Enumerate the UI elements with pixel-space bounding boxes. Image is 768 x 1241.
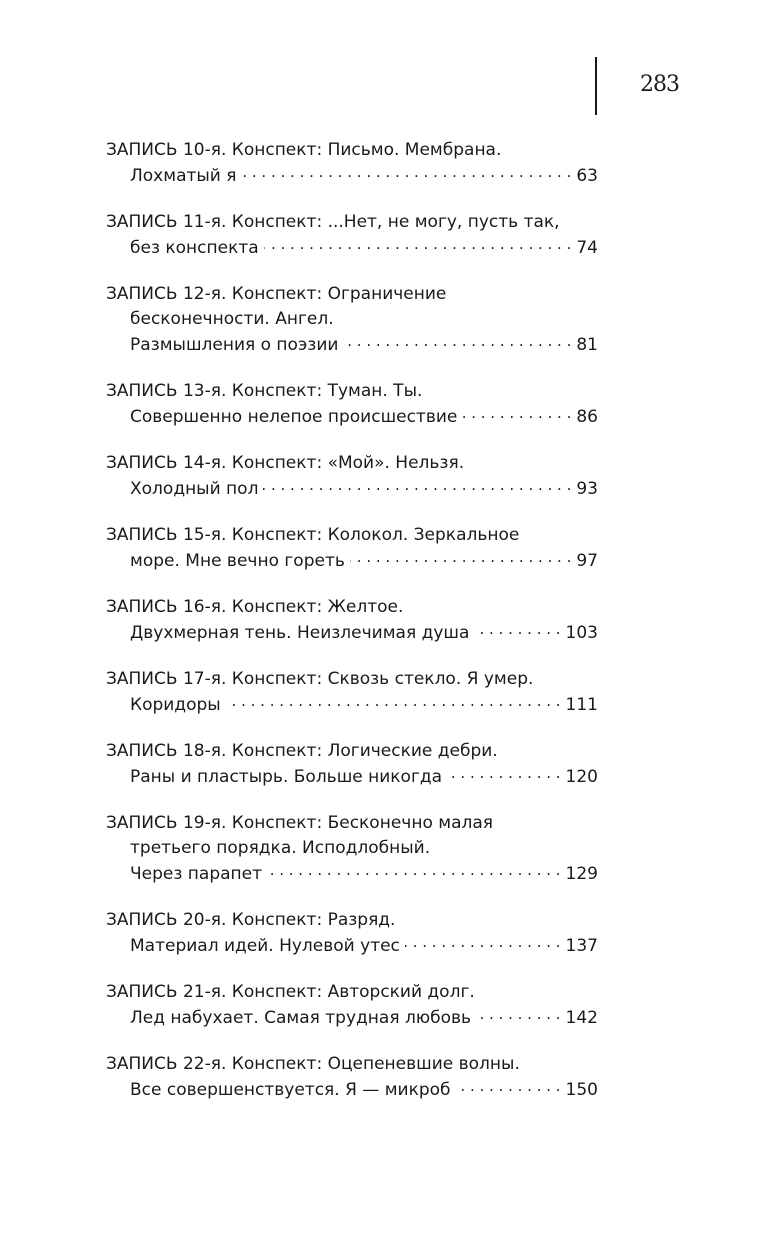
toc-page-number: 111 <box>565 695 598 715</box>
toc-entry-heading: ЗАПИСЬ 19-я. Конспект: Бесконечно малая <box>106 813 493 833</box>
toc-page-number: 97 <box>576 551 598 571</box>
toc-entry-heading: ЗАПИСЬ 17-я. Конспект: Сквозь стекло. Я умер. <box>106 669 534 689</box>
toc-entry-last-line <box>106 861 598 887</box>
toc-page-number: 150 <box>565 1080 598 1100</box>
dot-leader <box>343 332 571 350</box>
toc-entry-title: Лохматый я <box>130 166 237 186</box>
toc-entry-title: Двухмерная тень. Неизлечимая душа <box>130 623 470 643</box>
toc-entry[interactable] <box>106 811 598 887</box>
table-of-contents <box>106 138 598 1124</box>
dot-leader <box>242 163 572 181</box>
toc-page-number: 86 <box>576 407 598 427</box>
toc-entry-title: Коридоры <box>130 695 221 715</box>
dot-leader <box>267 861 561 879</box>
toc-entry-last-line <box>106 476 598 502</box>
toc-page-number: 93 <box>576 479 598 499</box>
toc-entry[interactable] <box>106 379 598 430</box>
toc-entry-title: море. Мне вечно гореть <box>130 551 345 571</box>
toc-entry-heading: ЗАПИСЬ 12-я. Конспект: Ограничение <box>106 284 447 304</box>
toc-entry[interactable] <box>106 739 598 790</box>
toc-page-number: 129 <box>565 864 598 884</box>
toc-entry-heading: ЗАПИСЬ 11-я. Конспект: ...Нет, не могу, пусть так, <box>106 212 560 232</box>
toc-entry-title: Совершенно нелепое происшествие <box>130 407 458 427</box>
toc-entry-last-line <box>106 1005 598 1031</box>
toc-page-number: 120 <box>565 767 598 787</box>
dot-leader <box>456 1077 561 1095</box>
toc-entry[interactable] <box>106 210 598 261</box>
dot-leader <box>263 476 571 494</box>
toc-entry-heading: ЗАПИСЬ 16-я. Конспект: Желтое. <box>106 597 404 617</box>
toc-entry[interactable] <box>106 595 598 646</box>
toc-entry-last-line <box>106 235 598 261</box>
toc-entry-last-line <box>106 692 598 718</box>
toc-page-number: 63 <box>576 166 598 186</box>
toc-entry-title: без конспекта <box>130 238 259 258</box>
toc-entry-heading: ЗАПИСЬ 21-я. Конспект: Авторский долг. <box>106 982 475 1002</box>
toc-entry-last-line <box>106 404 598 430</box>
toc-entry[interactable] <box>106 980 598 1031</box>
dot-leader <box>476 1005 560 1023</box>
toc-entry-heading: ЗАПИСЬ 20-я. Конспект: Разряд. <box>106 910 396 930</box>
dot-leader <box>226 692 561 710</box>
toc-entry-heading: ЗАПИСЬ 14-я. Конспект: «Мой». Нельзя. <box>106 453 465 473</box>
toc-entry-line: третьего порядка. Исподлобный. <box>130 838 431 858</box>
toc-entry[interactable] <box>106 451 598 502</box>
dot-leader <box>447 764 560 782</box>
toc-entry-title: Все совершенствуется. Я — микроб <box>130 1080 451 1100</box>
toc-page-number: 103 <box>565 623 598 643</box>
toc-page-number: 142 <box>565 1008 598 1028</box>
dot-leader <box>264 235 572 253</box>
toc-entry-heading: ЗАПИСЬ 18-я. Конспект: Логические дебри. <box>106 741 498 761</box>
toc-entry-last-line <box>106 764 598 790</box>
toc-entry-heading: ЗАПИСЬ 15-я. Конспект: Колокол. Зеркальное <box>106 525 520 545</box>
toc-entry-last-line <box>106 548 598 574</box>
toc-entry-title: Раны и пластырь. Больше никогда <box>130 767 443 787</box>
dot-leader <box>350 548 571 566</box>
toc-entry-heading: ЗАПИСЬ 10-я. Конспект: Письмо. Мембрана. <box>106 140 502 160</box>
toc-entry-last-line <box>106 933 598 959</box>
toc-entry-title: Материал идей. Нулевой утес <box>130 936 400 956</box>
toc-entry-title: Через парапет <box>130 864 263 884</box>
dot-leader <box>462 404 571 422</box>
toc-entry[interactable] <box>106 282 598 358</box>
toc-entry-title: Лед набухает. Самая трудная любовь <box>130 1008 472 1028</box>
toc-entry-heading: ЗАПИСЬ 22-я. Конспект: Оцепеневшие волны. <box>106 1054 520 1074</box>
dot-leader <box>474 620 560 638</box>
toc-entry[interactable] <box>106 908 598 959</box>
toc-entry[interactable] <box>106 1052 598 1103</box>
toc-entry-last-line <box>106 620 598 646</box>
toc-page-number: 137 <box>565 936 598 956</box>
toc-entry[interactable] <box>106 667 598 718</box>
dot-leader <box>405 933 561 951</box>
toc-entry-heading: ЗАПИСЬ 13-я. Конспект: Туман. Ты. <box>106 381 423 401</box>
toc-entry[interactable] <box>106 523 598 574</box>
page-number: 283 <box>640 72 679 97</box>
toc-page-number: 81 <box>576 335 598 355</box>
header-divider <box>595 57 597 115</box>
toc-entry-title: Размышления о поэзии <box>130 335 339 355</box>
toc-entry[interactable] <box>106 138 598 189</box>
toc-entry-last-line <box>106 1077 598 1103</box>
toc-entry-last-line <box>106 163 598 189</box>
toc-page-number: 74 <box>576 238 598 258</box>
toc-entry-last-line <box>106 332 598 358</box>
toc-entry-title: Холодный пол <box>130 479 259 499</box>
toc-entry-line: бесконечности. Ангел. <box>130 309 334 329</box>
